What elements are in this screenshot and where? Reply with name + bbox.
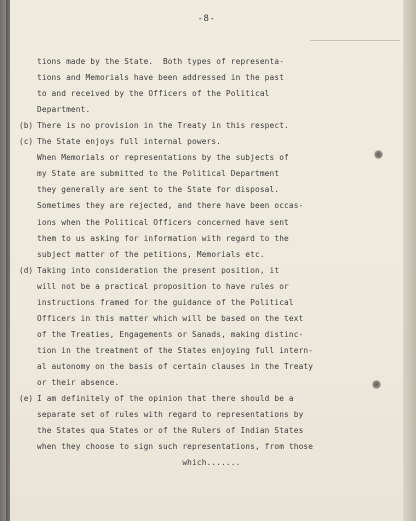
text-line: There is no provision in the Treaty in this respect. bbox=[37, 121, 289, 131]
text-line: which....... bbox=[37, 458, 241, 468]
text-line: separate set of rules with regard to representations by bbox=[37, 410, 304, 420]
page-edge bbox=[403, 0, 416, 521]
text-line: When Memorials or representations by the subjects of bbox=[37, 153, 289, 163]
text-line: Sometimes they are rejected, and there have been occas- bbox=[37, 201, 304, 211]
text-line: my State are submitted to the Political Department bbox=[37, 169, 280, 179]
text-line: the States qua States or of the Rulers of Indian States bbox=[37, 426, 304, 436]
text-line: or their absence. bbox=[37, 378, 120, 387]
text-line: them to us asking for information with regard to the bbox=[37, 233, 289, 243]
text-line: instructions framed for the guidance of the Political bbox=[37, 297, 294, 307]
text-line: Department. bbox=[37, 105, 91, 115]
text-line: to and received by the Officers of the Political bbox=[37, 89, 270, 99]
page-number: -8- bbox=[197, 14, 216, 24]
text-line: tions and Memorials have been addressed in the past bbox=[37, 73, 285, 83]
text-line: The State enjoys full internal powers. bbox=[37, 137, 222, 147]
text-line: al autonomy on the basis of certain clauses in the Treaty bbox=[37, 361, 314, 371]
item-label: (d) bbox=[19, 265, 34, 275]
text-line: tions made by the State. Both types of representa- bbox=[37, 57, 285, 66]
text-line: Officers in this matter which will be based on the text bbox=[37, 313, 304, 323]
text-line: tion in the treatment of the States enjoying full intern- bbox=[37, 345, 314, 355]
item-label: (e) bbox=[19, 394, 34, 404]
item-label: (b) bbox=[19, 121, 34, 131]
text-line: subject matter of the petitions, Memorials etc. bbox=[37, 249, 265, 259]
text-line: of the Treaties, Engagements or Sanads, making distinc- bbox=[37, 329, 304, 339]
text-line: I am definitely of the opinion that there should be a bbox=[37, 394, 294, 404]
text-line: when they choose to sign such representations, from those bbox=[37, 442, 314, 452]
text-line: Taking into consideration the present position, it bbox=[37, 265, 280, 275]
punch-hole bbox=[374, 150, 383, 159]
paper-crease bbox=[310, 40, 400, 41]
text-line: will not be a practical proposition to have rules or bbox=[37, 281, 289, 291]
document-page bbox=[10, 0, 403, 521]
text-line: ions when the Political Officers concerned have sent bbox=[37, 217, 289, 227]
item-label: (c) bbox=[19, 137, 34, 147]
text-line: they generally are sent to the State for disposal. bbox=[37, 185, 280, 195]
punch-hole bbox=[372, 380, 381, 389]
